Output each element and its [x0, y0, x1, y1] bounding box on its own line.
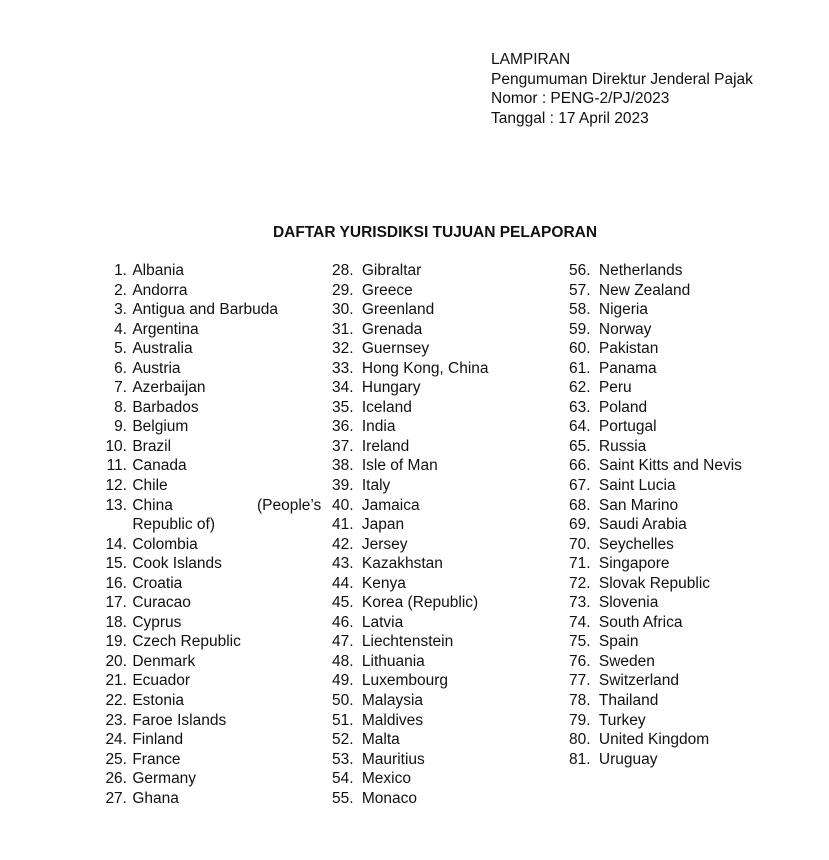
item-number: 23.: [105, 711, 127, 729]
item-number: 8.: [114, 398, 127, 416]
jurisdiction-name: Korea (Republic): [361, 594, 479, 612]
item-number: 9.: [114, 418, 127, 436]
jurisdiction-name: Nigeria: [598, 301, 648, 319]
header-line: Nomor : PENG-2/PJ/2023: [491, 90, 670, 107]
list-item: [332, 359, 552, 379]
jurisdiction-name: Turkey: [598, 711, 646, 729]
jurisdiction-name-continued: Republic of): [132, 516, 216, 534]
list-item: [332, 574, 552, 594]
jurisdiction-name: Mexico: [361, 770, 411, 788]
jurisdiction-name: Hungary: [361, 379, 421, 397]
jurisdiction-name: Japan: [361, 516, 405, 534]
jurisdiction-name: Portugal: [598, 418, 657, 436]
jurisdiction-name: Austria: [132, 359, 181, 377]
item-number: 15.: [105, 555, 127, 573]
list-item: [92, 398, 322, 418]
item-number: 62.: [569, 379, 591, 397]
item-number: 30.: [332, 301, 354, 319]
list-item: [332, 398, 552, 418]
jurisdiction-name: Russia: [598, 437, 647, 455]
item-number: 71.: [569, 555, 591, 573]
jurisdiction-name: Liechtenstein: [361, 633, 454, 651]
list-item: [569, 476, 809, 496]
list-item: [332, 711, 552, 731]
jurisdiction-name: Netherlands: [598, 262, 683, 279]
item-number: 65.: [569, 437, 591, 455]
jurisdiction-name: Slovak Republic: [598, 574, 711, 592]
jurisdiction-name: Sweden: [598, 652, 655, 670]
list-item: [569, 417, 809, 437]
item-number: 80.: [569, 731, 591, 749]
jurisdiction-name: Czech Republic: [132, 633, 241, 651]
item-number: 16.: [105, 574, 127, 592]
item-number: 28.: [332, 262, 354, 279]
item-number: 35.: [332, 398, 354, 416]
jurisdiction-name: Kazakhstan: [361, 555, 443, 573]
item-number: 69.: [569, 516, 591, 534]
list-item: [92, 320, 322, 340]
jurisdiction-name: Monaco: [361, 789, 418, 807]
item-number: 73.: [569, 594, 591, 612]
list-item: [332, 691, 552, 711]
jurisdiction-name: Italy: [361, 477, 391, 495]
jurisdiction-name: Uruguay: [598, 750, 658, 768]
jurisdiction-name: Barbados: [132, 398, 199, 416]
list-item: [332, 593, 552, 613]
list-item: [92, 632, 322, 652]
list-item: [92, 281, 322, 301]
jurisdiction-name: Lithuania: [361, 652, 425, 670]
item-number: 33.: [332, 359, 354, 377]
item-number: 29.: [332, 281, 354, 299]
jurisdiction-name: Seychelles: [598, 535, 674, 553]
list-item: [92, 476, 322, 496]
jurisdiction-name: Slovenia: [598, 594, 659, 612]
list-item: [92, 456, 322, 476]
item-number: 38.: [332, 457, 354, 475]
item-number: 27.: [105, 789, 127, 807]
list-item: [332, 339, 552, 359]
jurisdiction-name: Andorra: [132, 281, 188, 299]
item-number: 25.: [105, 750, 127, 768]
item-number: 60.: [569, 340, 591, 358]
item-number: 22.: [105, 692, 127, 710]
jurisdiction-name: Australia: [132, 340, 193, 358]
jurisdiction-name: Colombia: [132, 535, 198, 553]
jurisdiction-name: France: [132, 750, 181, 768]
jurisdiction-name: Mauritius: [361, 750, 425, 768]
jurisdiction-column-2: [332, 261, 552, 808]
item-number: 59.: [569, 320, 591, 338]
list-item: [569, 496, 809, 516]
item-number: 41.: [332, 516, 354, 534]
item-number: 45.: [332, 594, 354, 612]
list-item: [92, 437, 322, 457]
jurisdiction-column-3: [569, 261, 809, 769]
item-number: 1.: [114, 262, 127, 279]
item-number: 19.: [105, 633, 127, 651]
list-item: [92, 359, 322, 379]
item-number: 66.: [569, 457, 591, 475]
item-number: 77.: [569, 672, 591, 690]
jurisdiction-name: Brazil: [132, 437, 172, 455]
jurisdiction-name: Latvia: [361, 613, 404, 631]
item-number: 72.: [569, 574, 591, 592]
item-number: 63.: [569, 398, 591, 416]
header-line: Pengumuman Direktur Jenderal Pajak: [491, 70, 753, 88]
item-number: 55.: [332, 789, 354, 807]
item-number: 52.: [332, 731, 354, 749]
item-number: 18.: [105, 613, 127, 631]
header-line: Tanggal : 17 April 2023: [491, 109, 649, 127]
list-item: [569, 437, 809, 457]
jurisdiction-name: Singapore: [598, 555, 670, 573]
jurisdiction-name: South Africa: [598, 613, 683, 631]
list-item: [569, 515, 809, 535]
list-item: [92, 730, 322, 750]
list-item: [332, 769, 552, 789]
list-item: [92, 671, 322, 691]
list-item: [569, 593, 809, 613]
item-number: 70.: [569, 535, 591, 553]
list-item: [332, 730, 552, 750]
list-item: [92, 339, 322, 359]
item-number: 54.: [332, 770, 354, 788]
list-item: [92, 554, 322, 574]
jurisdiction-name: Croatia: [132, 574, 183, 592]
jurisdiction-name: Panama: [598, 359, 657, 377]
jurisdiction-name: Argentina: [132, 320, 199, 338]
jurisdiction-name: Kenya: [361, 574, 406, 592]
list-item: [332, 652, 552, 672]
list-item: [569, 456, 809, 476]
jurisdiction-name: Pakistan: [598, 340, 659, 358]
list-item: [332, 671, 552, 691]
item-number: 57.: [569, 281, 591, 299]
list-item: [569, 652, 809, 672]
item-number: 40.: [332, 496, 354, 514]
item-number: 61.: [569, 359, 591, 377]
list-item: [569, 613, 809, 633]
jurisdiction-name: Azerbaijan: [132, 379, 206, 397]
list-item: [569, 261, 809, 281]
list-item: [569, 535, 809, 555]
list-item: [569, 730, 809, 750]
jurisdiction-name: Spain: [598, 633, 639, 651]
list-item: [569, 554, 809, 574]
list-item: [92, 417, 322, 437]
list-item: [332, 378, 552, 398]
item-number: 36.: [332, 418, 354, 436]
list-item: [92, 535, 322, 555]
jurisdiction-name: Denmark: [132, 652, 196, 670]
list-item: [332, 496, 552, 516]
item-number: 37.: [332, 437, 354, 455]
list-item: [569, 574, 809, 594]
jurisdiction-name: Greenland: [361, 301, 435, 319]
item-number: 46.: [332, 613, 354, 631]
item-number: 67.: [569, 477, 591, 495]
item-number: 58.: [569, 301, 591, 319]
jurisdiction-name: Saint Kitts and Nevis: [598, 457, 742, 475]
jurisdiction-name: Albania: [132, 262, 185, 279]
jurisdiction-name: Cyprus: [132, 613, 182, 631]
jurisdiction-name: India: [361, 418, 396, 436]
item-number: 43.: [332, 555, 354, 573]
list-item: [92, 769, 322, 789]
item-number: 81.: [569, 750, 591, 768]
jurisdiction-name: San Marino: [598, 496, 679, 514]
list-item: [332, 535, 552, 555]
item-number: 3.: [114, 301, 127, 319]
item-number: 32.: [332, 340, 354, 358]
item-number: 47.: [332, 633, 354, 651]
list-item: [569, 378, 809, 398]
jurisdiction-name: Finland: [132, 731, 184, 749]
jurisdiction-name: Curacao: [132, 594, 191, 612]
list-item: [569, 711, 809, 731]
list-item: [569, 339, 809, 359]
jurisdiction-name: Malaysia: [361, 692, 424, 710]
list-item: [332, 750, 552, 770]
item-number: 75.: [569, 633, 591, 651]
list-item: [569, 691, 809, 711]
list-item: [569, 359, 809, 379]
jurisdiction-name: Canada: [132, 457, 187, 475]
jurisdiction-name: Switzerland: [598, 672, 679, 690]
jurisdiction-name: Iceland: [361, 398, 412, 416]
header-line: LAMPIRAN: [491, 51, 571, 68]
jurisdiction-name: Saint Lucia: [598, 477, 676, 495]
item-number: 53.: [332, 750, 354, 768]
jurisdiction-name: Saudi Arabia: [598, 516, 687, 534]
list-item: [332, 437, 552, 457]
jurisdiction-name: Germany: [132, 770, 197, 788]
item-number: 49.: [332, 672, 354, 690]
jurisdiction-name: China (People’s: [132, 496, 322, 514]
list-item: [92, 691, 322, 711]
list-item: [332, 632, 552, 652]
item-number: 56.: [569, 262, 591, 279]
jurisdiction-name: Ireland: [361, 437, 410, 455]
jurisdiction-name: Maldives: [361, 711, 424, 729]
list-item: [332, 515, 552, 535]
jurisdiction-name: Faroe Islands: [132, 711, 227, 729]
list-item: [92, 652, 322, 672]
list-item: [332, 281, 552, 301]
item-number: 10.: [105, 437, 127, 455]
item-number: 6.: [114, 359, 127, 377]
jurisdiction-name: Poland: [598, 398, 648, 416]
list-item: [332, 320, 552, 340]
jurisdiction-name: Norway: [598, 320, 652, 338]
item-number: 74.: [569, 613, 591, 631]
item-number: 13.: [105, 496, 127, 514]
jurisdiction-name: Luxembourg: [361, 672, 449, 690]
list-item: [569, 320, 809, 340]
list-item: [92, 789, 322, 809]
jurisdiction-name: Gibraltar: [361, 262, 422, 279]
item-number: 50.: [332, 692, 354, 710]
list-item: [332, 417, 552, 437]
list-item-continuation: [92, 515, 322, 535]
jurisdiction-name: Jersey: [361, 535, 408, 553]
item-number: 76.: [569, 652, 591, 670]
list-item: [92, 613, 322, 633]
item-number: 68.: [569, 496, 591, 514]
list-item: [332, 554, 552, 574]
list-item: [569, 398, 809, 418]
jurisdiction-name: Malta: [361, 731, 400, 749]
list-item: [332, 613, 552, 633]
list-item: [332, 300, 552, 320]
item-number: 44.: [332, 574, 354, 592]
jurisdiction-name: New Zealand: [598, 281, 691, 299]
list-item: [92, 750, 322, 770]
jurisdiction-name: Estonia: [132, 692, 185, 710]
jurisdiction-name: Belgium: [132, 418, 189, 436]
list-item: [92, 496, 322, 516]
list-item: [569, 750, 809, 770]
list-item: [332, 789, 552, 809]
jurisdiction-name: Peru: [598, 379, 632, 397]
list-item: [92, 378, 322, 398]
list-item: [92, 711, 322, 731]
item-number: 4.: [114, 320, 127, 338]
item-number: 42.: [332, 535, 354, 553]
jurisdiction-name: United Kingdom: [598, 731, 710, 749]
list-item: [92, 261, 322, 281]
jurisdiction-name: Isle of Man: [361, 457, 438, 475]
list-item: [92, 593, 322, 613]
list-item: [92, 574, 322, 594]
item-number: 14.: [105, 535, 127, 553]
item-number: 78.: [569, 692, 591, 710]
jurisdiction-name: Grenada: [361, 320, 423, 338]
list-item: [332, 456, 552, 476]
jurisdiction-name: Greece: [361, 281, 413, 299]
item-number: 2.: [114, 281, 127, 299]
list-item: [332, 261, 552, 281]
item-number: 11.: [106, 457, 127, 475]
list-item: [92, 300, 322, 320]
jurisdiction-name: Thailand: [598, 692, 659, 710]
jurisdiction-name: Antigua and Barbuda: [132, 301, 278, 319]
list-item: [569, 671, 809, 691]
item-number: 48.: [332, 652, 354, 670]
item-number: 7.: [114, 379, 127, 397]
item-number: 79.: [569, 711, 591, 729]
item-number: 64.: [569, 418, 591, 436]
list-item: [569, 281, 809, 301]
item-number: 24.: [105, 731, 127, 749]
list-item: [569, 300, 809, 320]
item-number: 34.: [332, 379, 354, 397]
item-number: 20.: [105, 652, 127, 670]
item-number: 51.: [332, 711, 354, 729]
jurisdiction-name: Hong Kong, China: [361, 359, 489, 377]
item-number: 31.: [332, 320, 354, 338]
item-number: 39.: [332, 477, 354, 495]
list-item: [569, 632, 809, 652]
item-number: 17.: [105, 594, 127, 612]
jurisdiction-name: Cook Islands: [132, 555, 222, 573]
document-header: [491, 50, 753, 128]
jurisdiction-column-1: [92, 261, 322, 808]
jurisdiction-name: Jamaica: [361, 496, 420, 514]
jurisdiction-name: Ghana: [132, 789, 179, 807]
item-number: 12.: [105, 477, 127, 495]
item-number: 26.: [105, 770, 127, 788]
item-number: 21.: [105, 672, 127, 690]
list-item: [332, 476, 552, 496]
page-title: DAFTAR YURISDIKSI TUJUAN PELAPORAN: [272, 224, 598, 241]
jurisdiction-name: Ecuador: [132, 672, 191, 690]
jurisdiction-name: Guernsey: [361, 340, 430, 358]
jurisdiction-name: Chile: [132, 477, 168, 495]
item-number: 5.: [114, 340, 127, 358]
